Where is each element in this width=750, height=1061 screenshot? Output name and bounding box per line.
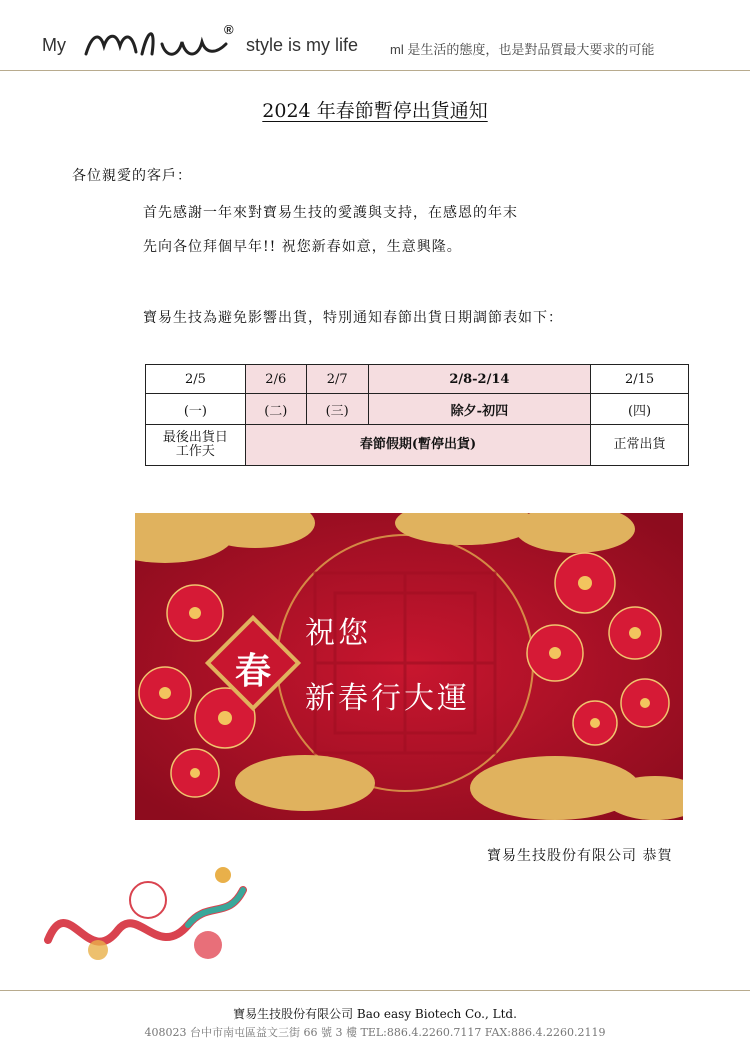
date-cell: 2/8-2/14 <box>368 365 591 394</box>
registered-mark: ® <box>224 22 234 37</box>
paragraph-line-1: 首先感謝一年來對寶易生技的愛護與支持，在感恩的年末 <box>143 205 518 221</box>
shipping-schedule-table <box>145 364 689 466</box>
page-header <box>0 0 750 70</box>
greeting: 各位親愛的客戶： <box>72 168 192 184</box>
company-signature: 寶易生技股份有限公司 恭賀 <box>487 848 673 864</box>
footer-divider <box>0 990 750 991</box>
new-year-banner <box>135 513 683 820</box>
date-cell: 2/6 <box>245 365 306 394</box>
banner-greeting-line-1: 祝您 <box>305 616 371 651</box>
footer-company: 寶易生技股份有限公司 Bao easy Biotech Co., Ltd. <box>233 1007 517 1021</box>
footer-address: 408023 台中市南屯區益文三街 66 號 3 樓 TEL:886.4.2260.7117 FAX:886.4.2260.2119 <box>144 1026 606 1039</box>
brand-logo <box>82 24 232 60</box>
weekday-cell: (三) <box>306 394 368 425</box>
paragraph-line-2: 先向各位拜個早年!! 祝您新春如意，生意興隆。 <box>143 239 462 255</box>
table-row-dates <box>146 365 689 394</box>
weekday-cell: (一) <box>146 394 246 425</box>
dragon-decoration <box>38 850 253 975</box>
weekday-cell: (二) <box>245 394 306 425</box>
spring-character: 春 <box>234 650 271 692</box>
header-divider <box>0 70 750 71</box>
paragraph-line-3: 寶易生技為避免影響出貨，特別通知春節出貨日期調節表如下： <box>143 310 563 326</box>
weekday-cell: 除夕-初四 <box>368 394 591 425</box>
notice-title-text: 2024 年春節暫停出貨通知 <box>262 100 488 122</box>
table-row-weekdays <box>146 394 689 425</box>
banner-artwork <box>135 513 683 820</box>
notice-title <box>0 96 750 123</box>
weekday-cell: (四) <box>591 394 689 425</box>
date-cell: 2/15 <box>591 365 689 394</box>
status-last-day-line-1: 最後出貨日 <box>162 430 228 445</box>
status-cell-normal: 正常出貨 <box>591 425 689 466</box>
date-cell: 2/5 <box>146 365 246 394</box>
status-last-day-line-2: 工作天 <box>175 444 215 459</box>
table-row-status <box>146 425 689 466</box>
banner-greeting-line-2: 新春行大運 <box>305 681 470 716</box>
brand-slogan: ml 是生活的態度，也是對品質最大要求的可能 <box>390 42 655 57</box>
brand-prefix: My <box>42 35 66 55</box>
status-cell-holiday: 春節假期(暫停出貨) <box>245 425 590 466</box>
status-cell-last-day <box>146 425 246 466</box>
brand-suffix: style is my life <box>246 35 359 55</box>
date-cell: 2/7 <box>306 365 368 394</box>
